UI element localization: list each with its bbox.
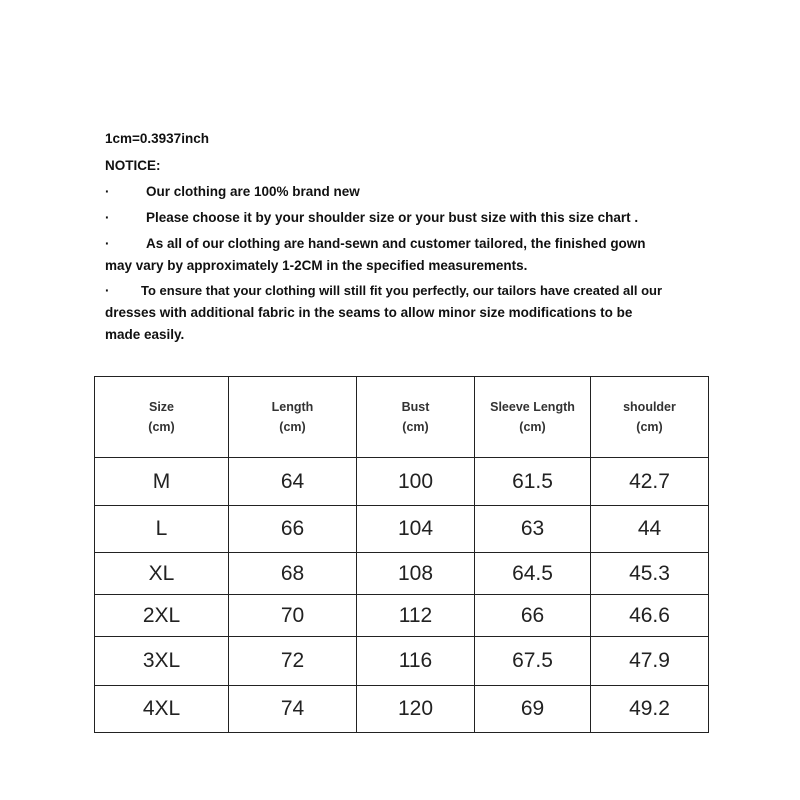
cell-size: 4XL — [95, 686, 229, 733]
size-chart-table — [94, 376, 709, 733]
bullet-dot: · — [105, 236, 110, 251]
cell-sleeve-length: 61.5 — [475, 458, 591, 506]
notice-item-text: To ensure that your clothing will still fit you perfectly, our tailors have created all our — [141, 283, 663, 298]
cell-bust: 100 — [357, 458, 475, 506]
bullet-dot: · — [105, 283, 110, 298]
cell-shoulder: 42.7 — [591, 458, 709, 506]
cell-size: L — [95, 506, 229, 553]
notice-item-continuation: made easily. — [105, 327, 185, 342]
header-size: Size (cm) — [95, 377, 229, 458]
notice-block — [105, 128, 685, 346]
cell-size: 3XL — [95, 637, 229, 686]
cell-bust: 108 — [357, 553, 475, 595]
notice-item-text: As all of our clothing are hand-sewn and customer tailored, the finished gown — [146, 236, 646, 251]
cell-shoulder: 47.9 — [591, 637, 709, 686]
table-row — [95, 686, 709, 733]
cell-shoulder: 45.3 — [591, 553, 709, 595]
header-bust: Bust (cm) — [357, 377, 475, 458]
notice-item-continuation: dresses with additional fabric in the seams to allow minor size modifications to be — [105, 305, 633, 320]
cell-size: XL — [95, 553, 229, 595]
notice-item-text: Please choose it by your shoulder size or your bust size with this size chart . — [146, 210, 639, 225]
notice-heading: NOTICE: — [105, 158, 161, 173]
notice-item — [105, 280, 685, 346]
cell-bust: 120 — [357, 686, 475, 733]
notice-item — [105, 181, 685, 203]
notice-item-text: Our clothing are 100% brand new — [146, 184, 360, 199]
cell-length: 74 — [229, 686, 357, 733]
cell-bust: 116 — [357, 637, 475, 686]
header-sleeve-length: Sleeve Length (cm) — [475, 377, 591, 458]
notice-item-continuation: may vary by approximately 1-2CM in the specified measurements. — [105, 258, 528, 273]
cell-sleeve-length: 69 — [475, 686, 591, 733]
bullet-dot: · — [105, 210, 110, 225]
table-row — [95, 506, 709, 553]
cell-sleeve-length: 63 — [475, 506, 591, 553]
notice-item — [105, 207, 685, 229]
table-row — [95, 553, 709, 595]
cell-bust: 104 — [357, 506, 475, 553]
cell-length: 68 — [229, 553, 357, 595]
cell-length: 72 — [229, 637, 357, 686]
cell-length: 64 — [229, 458, 357, 506]
unit-conversion: 1cm=0.3937inch — [105, 131, 209, 146]
cell-shoulder: 49.2 — [591, 686, 709, 733]
header-shoulder: shoulder (cm) — [591, 377, 709, 458]
cell-sleeve-length: 66 — [475, 595, 591, 637]
cell-sleeve-length: 67.5 — [475, 637, 591, 686]
header-length: Length (cm) — [229, 377, 357, 458]
table-header-row — [95, 377, 709, 458]
cell-length: 70 — [229, 595, 357, 637]
cell-bust: 112 — [357, 595, 475, 637]
cell-size: M — [95, 458, 229, 506]
cell-size: 2XL — [95, 595, 229, 637]
cell-shoulder: 46.6 — [591, 595, 709, 637]
cell-shoulder: 44 — [591, 506, 709, 553]
table-row — [95, 637, 709, 686]
cell-sleeve-length: 64.5 — [475, 553, 591, 595]
cell-length: 66 — [229, 506, 357, 553]
table-row — [95, 595, 709, 637]
table-row — [95, 458, 709, 506]
bullet-dot: · — [105, 184, 110, 199]
notice-item — [105, 233, 685, 277]
